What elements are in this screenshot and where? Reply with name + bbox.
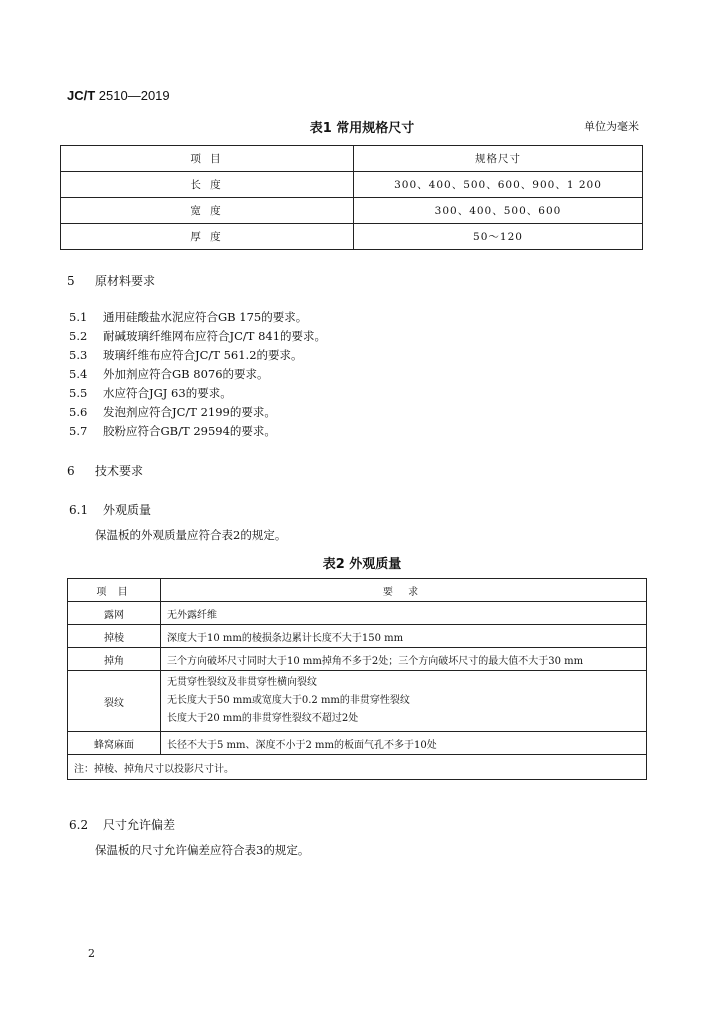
table1-unit: 单位为毫米 [584, 120, 639, 133]
table-cell: 深度大于10 mm的棱损条边累计长度不大于150 mm [161, 625, 647, 648]
table-cell: 长 度 [61, 172, 354, 198]
table-row [61, 198, 643, 224]
cell-line: 无长度大于50 mm或宽度大于0.2 mm的非贯穿性裂纹 [167, 695, 410, 706]
list-item: 5.4 外加剂应符合GB 8076的要求。 [69, 367, 269, 381]
table-cell: 厚 度 [61, 224, 354, 250]
section-5-heading: 5 原材料要求 [67, 274, 156, 288]
paragraph: 保温板的尺寸允许偏差应符合表3的规定。 [95, 843, 310, 857]
table-header-cell: 项 目 [68, 579, 161, 602]
table-cell [161, 671, 647, 732]
table-header-cell: 要 求 [161, 579, 647, 602]
cell-line: 长度大于20 mm的非贯穿性裂纹不超过2处 [167, 713, 359, 724]
table-row [61, 172, 643, 198]
table-note-row [68, 755, 647, 780]
table-note: 注：掉棱、掉角尺寸以投影尺寸计。 [68, 755, 647, 780]
table1-size-spec [60, 145, 643, 250]
table-header-row [68, 579, 647, 602]
table-header-row [61, 146, 643, 172]
list-item: 5.2 耐碱玻璃纤维网布应符合JC/T 841的要求。 [69, 329, 327, 343]
table-header-cell: 项 目 [61, 146, 354, 172]
table-cell: 无外露纤维 [161, 602, 647, 625]
table-row [68, 732, 647, 755]
table-row [68, 625, 647, 648]
standard-code: JC/T 2510—2019 [67, 88, 170, 103]
table-cell: 300、400、500、600、900、1 200 [354, 172, 643, 198]
page-number: 2 [88, 947, 95, 960]
table-cell: 裂纹 [68, 671, 161, 732]
list-item: 5.6 发泡剂应符合JC/T 2199的要求。 [69, 405, 276, 419]
table-cell: 300、400、500、600 [354, 198, 643, 224]
table2-appearance-quality [67, 578, 647, 780]
section-6-heading: 6 技术要求 [67, 464, 144, 478]
table2-caption: 表2 外观质量 [322, 557, 402, 572]
list-item: 5.3 玻璃纤维布应符合JC/T 561.2的要求。 [69, 348, 303, 362]
table1-caption: 表1 常用规格尺寸 [309, 121, 415, 136]
cell-line: 无贯穿性裂纹及非贯穿性横向裂纹 [167, 677, 317, 688]
list-item: 5.1 通用硅酸盐水泥应符合GB 175的要求。 [69, 310, 308, 324]
table-cell: 长径不大于5 mm、深度不小于2 mm的板面气孔不多于10处 [161, 732, 647, 755]
table-row [61, 224, 643, 250]
table-cell: 蜂窝麻面 [68, 732, 161, 755]
table-cell: 掉棱 [68, 625, 161, 648]
table-row [68, 671, 647, 732]
table-cell: 掉角 [68, 648, 161, 671]
table-cell: 50～120 [354, 224, 643, 250]
table-cell: 宽 度 [61, 198, 354, 224]
subsection-6-1-heading: 6.1 外观质量 [69, 503, 152, 517]
paragraph: 保温板的外观质量应符合表2的规定。 [95, 528, 287, 542]
table-cell: 露网 [68, 602, 161, 625]
table-row [68, 602, 647, 625]
list-item: 5.7 胶粉应符合GB/T 29594的要求。 [69, 424, 276, 438]
list-item: 5.5 水应符合JGJ 63的要求。 [69, 386, 232, 400]
subsection-6-2-heading: 6.2 尺寸允许偏差 [69, 818, 176, 832]
table-header-cell: 规格尺寸 [354, 146, 643, 172]
table-row [68, 648, 647, 671]
table-cell: 三个方向破坏尺寸同时大于10 mm掉角不多于2处；三个方向破坏尺寸的最大值不大于30 mm [161, 648, 647, 671]
